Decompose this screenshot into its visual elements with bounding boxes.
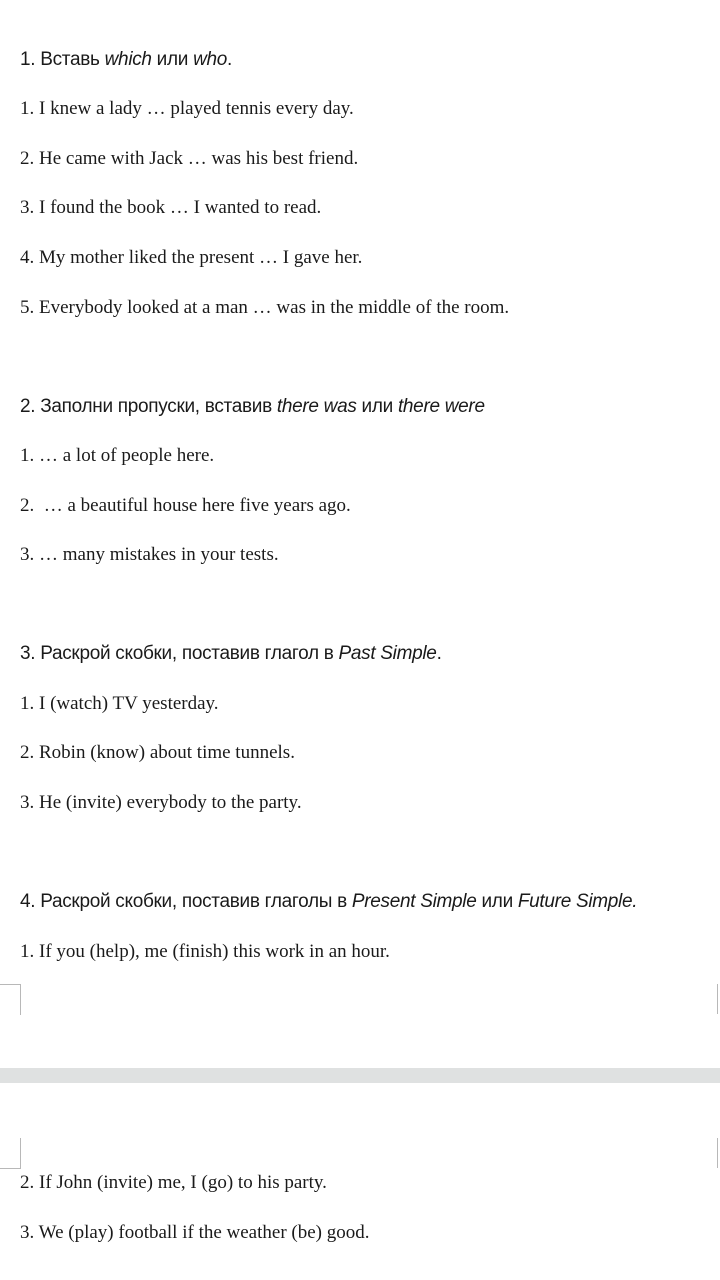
exercise-1-item-3: 3. I found the book … I wanted to read. [20,197,322,218]
exercise-3-item-1: 1. I (watch) TV yesterday. [20,693,219,714]
exercise-3-item-3: 3. He (invite) everybody to the party. [20,792,302,813]
page-corner-mark [0,984,21,1015]
exercise-2-heading: 2. Заполни пропуски, вставив there was или there were [20,396,485,417]
exercise-1-item-5: 5. Everybody looked at a man … was in the middle of the room. [20,297,510,318]
page-break-separator [0,1068,720,1083]
exercise-1-item-1: 1. I knew a lady … played tennis every day. [20,98,354,119]
exercise-1-heading: 1. Вставь which или who. [20,49,233,70]
exercise-2-item-2: 2. … a beautiful house here five years ago. [20,495,351,516]
exercise-3-item-2: 2. Robin (know) about time tunnels. [20,742,295,763]
exercise-2-item-1: 1. … a lot of people here. [20,445,215,466]
exercise-2-item-3: 3. … many mistakes in your tests. [20,544,279,565]
exercise-4-item-2: 2. If John (invite) me, I (go) to his party. [20,1172,327,1193]
page-corner-mark [0,1138,21,1169]
exercise-3-heading: 3. Раскрой скобки, поставив глагол в Past Simple. [20,643,442,664]
exercise-4-item-3: 3. We (play) football if the weather (be) good. [20,1222,370,1243]
exercise-1-item-2: 2. He came with Jack … was his best friend. [20,148,359,169]
exercise-4-item-1: 1. If you (help), me (finish) this work in an hour. [20,941,390,962]
exercise-1-item-4: 4. My mother liked the present … I gave her. [20,247,363,268]
exercise-4-heading: 4. Раскрой скобки, поставив глаголы в Present Simple или Future Simple. [20,891,638,912]
